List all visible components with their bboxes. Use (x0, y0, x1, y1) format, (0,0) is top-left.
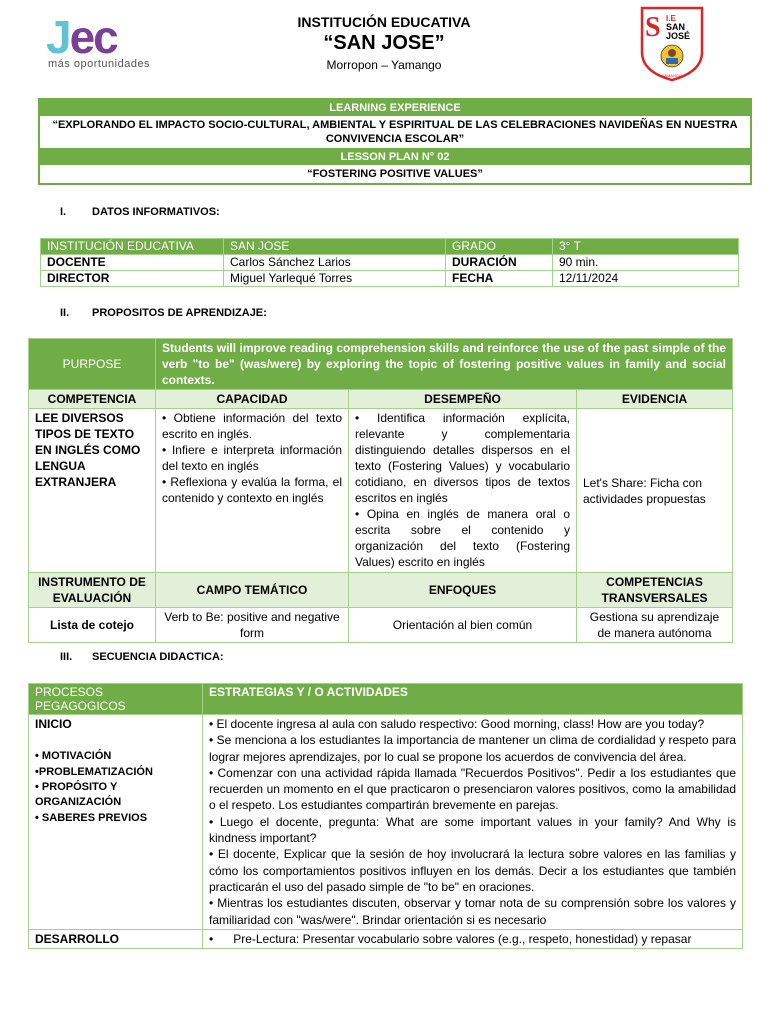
desarrollo-label: DESARROLLO (29, 929, 203, 948)
header-competencia: COMPETENCIA (29, 390, 156, 409)
list-item: • Obtiene información del texto escrito en inglés. (162, 411, 342, 441)
info-table (40, 238, 739, 287)
didactic-sequence-table (28, 683, 743, 949)
list-item: • Comenzar con una actividad rápida llamada "Recuerdos Positivos". Pedir a los estudiantes que recuerden un momento en el que practicaron o presenciaron valores positivos, como la amabilidad o el respeto. Los estudiantes compartirán brevemente en parejas. (209, 765, 736, 813)
svg-text:YAMANGO: YAMANGO (661, 73, 683, 78)
desempeno-cell (349, 409, 577, 573)
process-item: •PROBLEMATIZACIÓN (35, 766, 153, 779)
learning-experience-title: “EXPLORANDO EL IMPACTO SOCIO-CULTURAL, AMBIENTAL Y ESPIRITUAL DE LAS CELEBRACIONES NAVIDEÑAS EN NUESTRA CONVIVENCIA ESCOLAR” (40, 116, 750, 149)
list-item: • Se menciona a los estudiantes la importancia de mantener un clima de cordialidad y respeto para lograr mejores aprendizajes, por lo cual se propone los acuerdos de convivencia del área. (209, 733, 736, 764)
list-item: • Identifica información explícita, relevante y complementaria distinguiendo detalles dispersos en el texto (Fostering Values) y vocabulario cotidiano, en diversos tipos de textos escritos en inglés (355, 411, 570, 505)
evidencia-cell: Let's Share: Ficha con actividades propuestas (577, 409, 733, 573)
header-desempeno: DESEMPEÑO (349, 390, 577, 409)
list-item: • Luego el docente, pregunta: What are some important values in your family? And Why is kindness important? (209, 814, 736, 846)
processes-cell (29, 715, 203, 930)
list-item: • El docente, Explicar que la sesión de hoy involucrará la lectura sobre valores en las familias y cómo los comportamientos positivos influyen en los demás. Decir a los estudiantes que también practicarán el uso del pasado simple de "to be" en oraciones. (209, 847, 736, 894)
desarrollo-text: • Pre-Lectura: Presentar vocabulario sobre valores (e.g., respeto, honestidad) y repasar (203, 929, 743, 948)
school-name: “SAN JOSE” (323, 32, 445, 54)
header-campo-tematico: CAMPO TEMÁTICO (156, 573, 349, 608)
school-location: Morropon – Yamango (326, 58, 442, 72)
list-item: • Mientras los estudiantes discuten, observar y tomar nota de su comprensión sobre los valores y familiaridad con "was/were". Brindar orientación si es necesario (209, 896, 736, 927)
jec-logo-word: Jec (46, 11, 117, 63)
process-item: • SABERES PREVIOS (35, 812, 148, 825)
header-estrategias: ESTRATEGIAS Y / O ACTIVIDADES (203, 684, 743, 715)
list-item: • Reflexiona y evalúa la forma, el contenido y contexto en inglés (162, 475, 342, 505)
info-row: INSTITUCIÓN EDUCATIVA SAN JOSE GRADO 3° T (41, 239, 739, 255)
header-evidencia: EVIDENCIA (577, 390, 733, 409)
jec-logo (46, 11, 176, 70)
school-crest-logo (638, 6, 706, 82)
header-title-block (200, 14, 568, 72)
svg-text:S: S (645, 12, 661, 43)
list-item: • El docente ingresa al aula con saludo respectivo: Good morning, class! How are you today? (209, 717, 705, 731)
header-instrumento: INSTRUMENTO DE EVALUACIÓN (29, 573, 156, 608)
learning-experience-label: LEARNING EXPERIENCE (40, 100, 750, 116)
enfoques-value: Orientación al bien común (349, 608, 577, 643)
learning-experience-box (38, 98, 752, 185)
purpose-text: Students will improve reading comprehension skills and reinforce the use of the past simple of the verb "to be" (was/were) by exploring the topic of fostering positive values in family and social contexts. (156, 339, 733, 390)
activities-cell (203, 715, 743, 930)
section-2-heading: II. PROPOSITOS DE APRENDIZAJE: (60, 307, 267, 319)
process-item: • PROPÓSITO Y ORGANIZACIÓN (35, 781, 122, 809)
institution-label: INSTITUCIÓN EDUCATIVA (297, 14, 471, 30)
lesson-plan-label: LESSON PLAN N° 02 (40, 149, 750, 165)
learning-purpose-table (28, 338, 733, 643)
section-1-heading: I. DATOS INFORMATIVOS: (60, 206, 220, 218)
competencia-cell: LEE DIVERSOS TIPOS DE TEXTO EN INGLÉS COMO LENGUA EXTRANJERA (29, 409, 156, 573)
list-item: • Opina en inglés de manera oral o escrita sobre el contenido y organización del texto (Fostering Values) escrito en inglés (355, 507, 570, 569)
purpose-label: PURPOSE (29, 339, 156, 390)
jec-logo-tagline: más oportunidades (48, 58, 151, 70)
svg-text:SAN: SAN (666, 22, 686, 32)
inicio-label: INICIO (35, 717, 72, 731)
campo-tematico-value: Verb to Be: positive and negative form (156, 608, 349, 643)
capacidad-cell (156, 409, 349, 573)
header-enfoques: ENFOQUES (349, 573, 577, 608)
competencias-transversales-value: Gestiona su aprendizaje de manera autónoma (577, 608, 733, 643)
lesson-plan-title: “FOSTERING POSITIVE VALUES” (40, 165, 750, 183)
instrumento-value: Lista de cotejo (29, 608, 156, 643)
list-item: • Infiere e interpreta información del texto en inglés (162, 443, 342, 473)
info-row: DIRECTOR Miguel Yarlequé Torres FECHA 12/11/2024 (41, 271, 739, 287)
header-procesos: PROCESOS PEGAGOGICOS (29, 684, 203, 715)
process-item: • MOTIVACIÓN (35, 750, 112, 763)
svg-text:I.E: I.E (666, 14, 676, 23)
section-3-heading: III. SECUENCIA DIDACTICA: (60, 651, 224, 663)
header-capacidad: CAPACIDAD (156, 390, 349, 409)
svg-text:JOSÉ: JOSÉ (666, 31, 691, 41)
info-row: DOCENTE Carlos Sánchez Larios DURACIÓN 90 min. (41, 255, 739, 271)
header-competencias-transversales: COMPETENCIAS TRANSVERSALES (577, 573, 733, 608)
